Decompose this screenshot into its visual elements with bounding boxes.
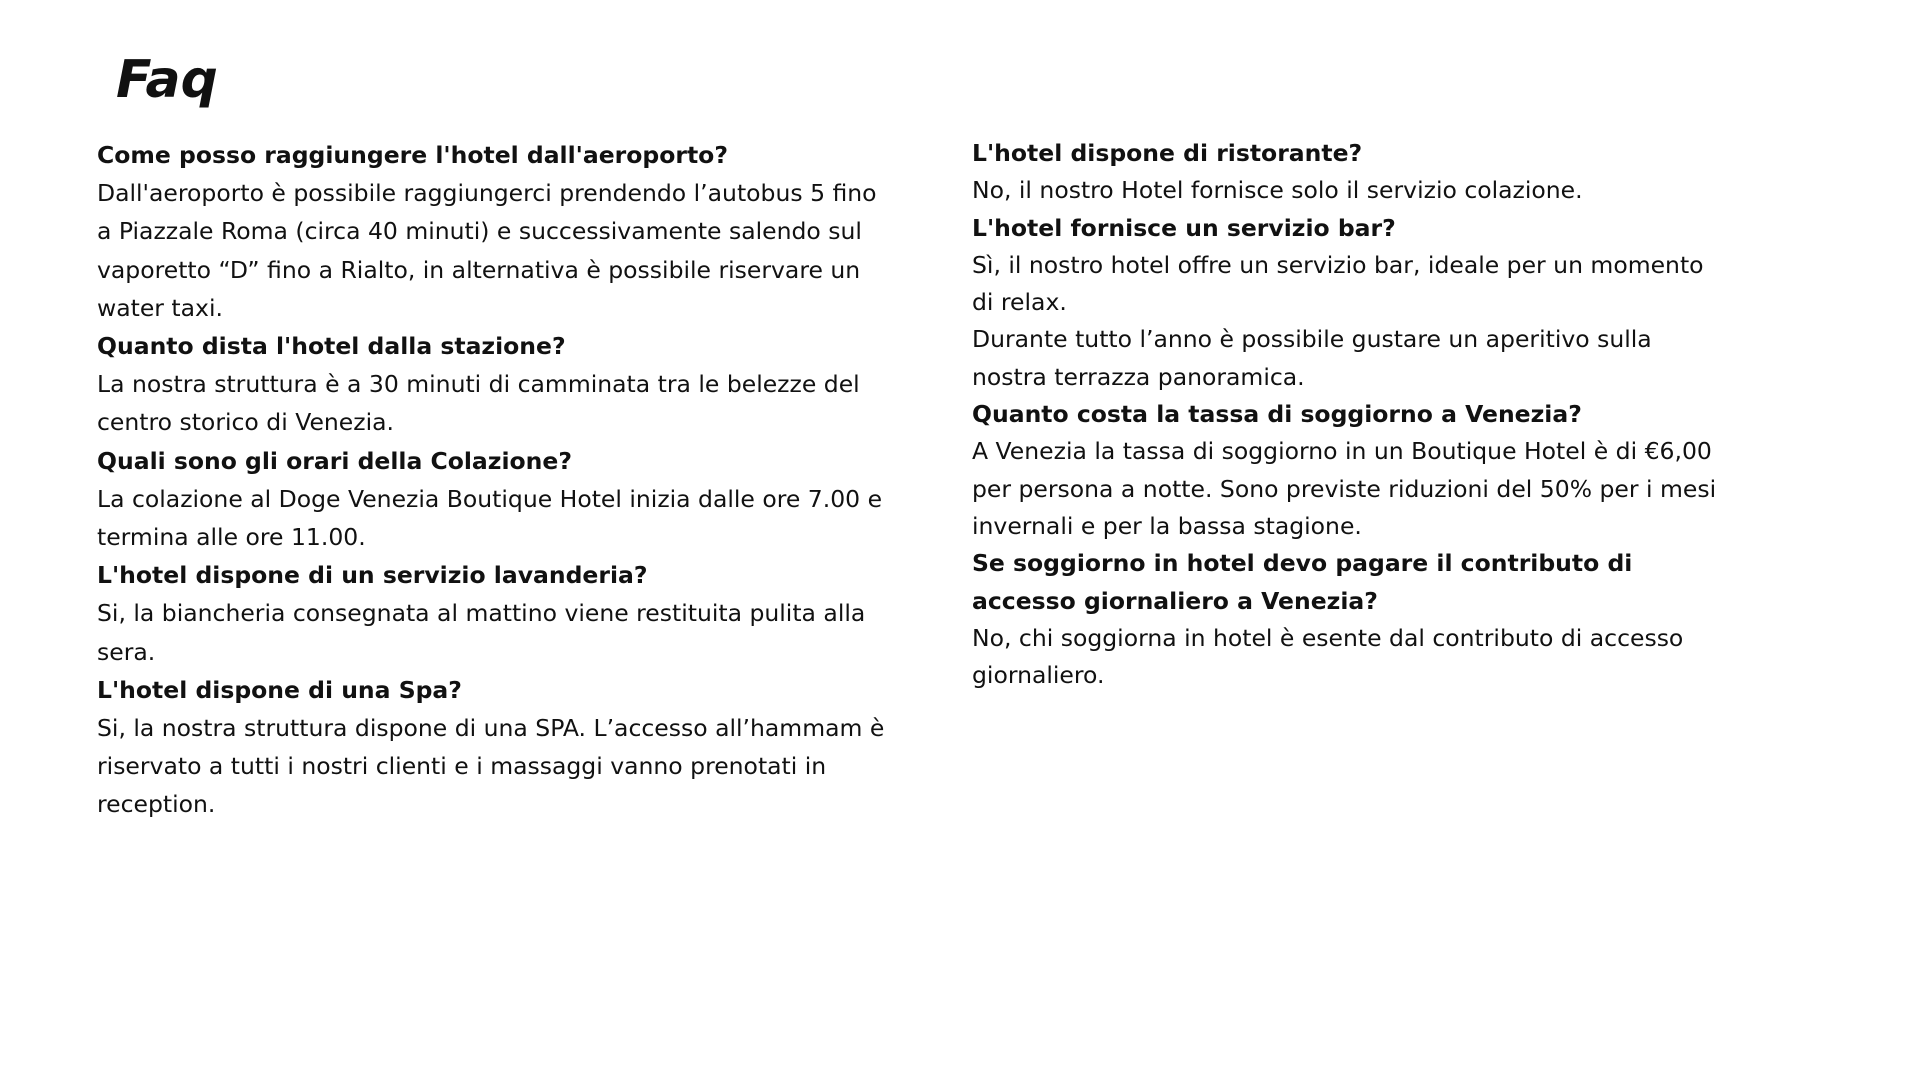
faq-answer: Si, la biancheria consegnata al mattino viene restituita pulita alla sera. [97, 599, 866, 666]
faq-answer: Si, la nostra struttura dispone di una SPA. L’accesso all’hammam è riservato a tutti i nostri clienti e i massaggi vanno prenotati in reception. [97, 714, 885, 819]
faq-question: L'hotel dispone di una Spa? [97, 675, 462, 704]
faq-question: L'hotel dispone di un servizio lavanderia? [97, 561, 648, 590]
page-title: Faq [116, 50, 218, 110]
faq-item-spa [97, 671, 897, 824]
faq-question: Quanto dista l'hotel dalla stazione? [97, 332, 566, 361]
faq-answer: Dall'aeroporto è possibile raggiungerci prendendo l’autobus 5 fino a Piazzale Roma (circa 40 minuti) e successivamente salendo sul vaporetto “D” fino a Rialto, in alternativa è possibile riservare un water taxi. [97, 179, 877, 322]
faq-answer: No, il nostro Hotel fornisce solo il servizio colazione. [972, 176, 1583, 205]
faq-question: L'hotel fornisce un servizio bar? [972, 213, 1396, 242]
faq-item-breakfast [97, 442, 897, 557]
faq-item-airport [97, 136, 897, 327]
faq-column-right [972, 135, 1732, 694]
faq-answer: Sì, il nostro hotel offre un servizio bar, ideale per un momento di relax. [972, 250, 1704, 317]
faq-answer: La colazione al Doge Venezia Boutique Hotel inizia dalle ore 7.00 e termina alle ore 11.00. [97, 484, 883, 552]
faq-question: Quali sono gli orari della Colazione? [97, 446, 572, 475]
faq-question: L'hotel dispone di ristorante? [972, 139, 1363, 167]
faq-question: Se soggiorno in hotel devo pagare il contributo di accesso giornaliero a Venezia? [972, 549, 1633, 615]
faq-answer: La nostra struttura è a 30 minuti di camminata tra le belezze del centro storico di Venezia. [97, 370, 860, 437]
faq-item-laundry [97, 556, 897, 671]
faq-question: Come posso raggiungere l'hotel dall'aeroporto? [97, 141, 728, 169]
faq-column-left [97, 136, 897, 824]
faq-item-bar [972, 210, 1732, 396]
faq-answer: A Venezia la tassa di soggiorno in un Boutique Hotel è di €6,00 per persona a notte. Sono previste riduzioni del 50% per i mesi invernali e per la bassa stagione. [972, 437, 1717, 540]
faq-item-access-fee [972, 545, 1732, 694]
faq-question: Quanto costa la tassa di soggiorno a Venezia? [972, 400, 1582, 429]
faq-answer: Durante tutto l’anno è possibile gustare un aperitivo sulla nostra terrazza panoramica. [972, 325, 1652, 391]
faq-item-tourist-tax [972, 396, 1732, 545]
faq-item-station [97, 327, 897, 442]
faq-item-restaurant [972, 135, 1732, 210]
faq-answer: No, chi soggiorna in hotel è esente dal contributo di accesso giornaliero. [972, 623, 1684, 690]
